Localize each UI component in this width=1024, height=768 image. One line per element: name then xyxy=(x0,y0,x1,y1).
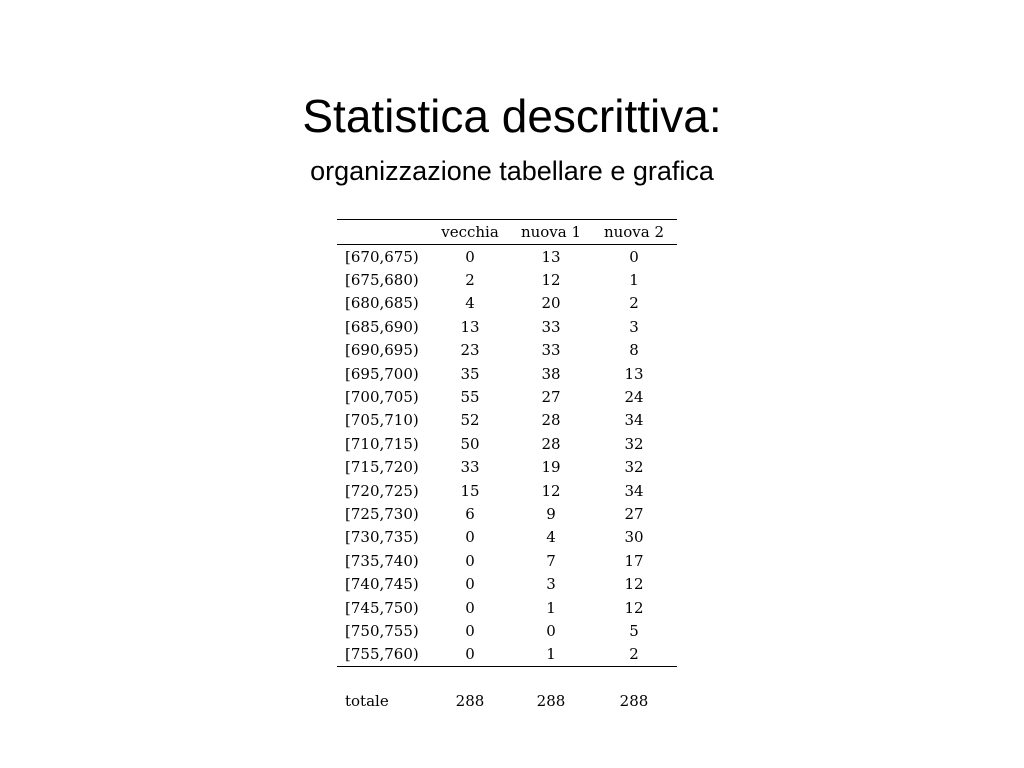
frequency-table xyxy=(337,219,677,667)
table-row xyxy=(337,619,677,642)
cell-nuova-2: 17 xyxy=(624,551,644,570)
cell-interval: [685,690) xyxy=(345,317,419,336)
header-nuova-2: nuova 2 xyxy=(591,220,677,245)
cell-nuova-1: 33 xyxy=(541,317,561,336)
table-body xyxy=(337,245,677,667)
cell-vecchia: 55 xyxy=(460,388,480,407)
table-row xyxy=(337,409,677,432)
cell-interval: [725,730) xyxy=(345,504,419,523)
cell-interval: [670,675) xyxy=(345,247,419,266)
cell-nuova-2: 2 xyxy=(591,643,677,667)
cell-vecchia: 0 xyxy=(429,643,511,667)
header-nuova-1: nuova 1 xyxy=(511,220,591,245)
totals-row xyxy=(337,689,677,713)
totals-vecchia: 288 xyxy=(455,692,485,711)
cell-vecchia: 2 xyxy=(465,271,475,290)
cell-vecchia: 15 xyxy=(460,481,480,500)
header-row xyxy=(337,220,677,245)
cell-interval: [675,680) xyxy=(345,271,419,290)
table-row xyxy=(337,456,677,479)
cell-nuova-2: 8 xyxy=(629,341,639,360)
totals-nuova-1: 288 xyxy=(536,692,566,711)
cell-nuova-2: 2 xyxy=(629,294,639,313)
totals-label: totale xyxy=(345,692,389,711)
table-row xyxy=(337,432,677,455)
table-row xyxy=(337,526,677,549)
header-interval xyxy=(337,220,429,245)
cell-interval: [745,750) xyxy=(345,598,419,617)
slide-title: Statistica descrittiva: xyxy=(302,90,722,142)
cell-nuova-1: 19 xyxy=(541,458,561,477)
cell-interval: [710,715) xyxy=(345,434,419,453)
cell-vecchia: 0 xyxy=(465,598,475,617)
cell-nuova-2: 32 xyxy=(624,434,644,453)
cell-interval: [715,720) xyxy=(345,458,419,477)
table-row xyxy=(337,245,677,269)
cell-nuova-2: 32 xyxy=(624,458,644,477)
cell-nuova-2: 12 xyxy=(624,598,644,617)
cell-nuova-1: 38 xyxy=(541,364,561,383)
frequency-table-container xyxy=(337,219,677,713)
cell-nuova-1: 12 xyxy=(541,481,561,500)
cell-nuova-1: 4 xyxy=(546,528,556,547)
table-header xyxy=(337,220,677,245)
table-row xyxy=(337,362,677,385)
cell-vecchia: 0 xyxy=(465,575,475,594)
cell-nuova-1: 3 xyxy=(546,575,556,594)
cell-vecchia: 13 xyxy=(460,317,480,336)
cell-nuova-2: 30 xyxy=(624,528,644,547)
cell-vecchia: 52 xyxy=(460,411,480,430)
cell-vecchia: 0 xyxy=(465,528,475,547)
cell-interval: [735,740) xyxy=(345,551,419,570)
cell-nuova-1: 12 xyxy=(541,271,561,290)
cell-nuova-2: 27 xyxy=(624,504,644,523)
cell-nuova-1: 28 xyxy=(541,411,561,430)
cell-interval: [730,735) xyxy=(345,528,419,547)
cell-interval: [750,755) xyxy=(345,621,419,640)
table-row xyxy=(337,479,677,502)
cell-nuova-2: 13 xyxy=(624,364,644,383)
cell-interval: [705,710) xyxy=(345,411,419,430)
cell-nuova-1: 1 xyxy=(546,598,556,617)
cell-vecchia: 50 xyxy=(460,434,480,453)
cell-interval: [700,705) xyxy=(345,388,419,407)
table-row xyxy=(337,572,677,595)
cell-vecchia: 6 xyxy=(465,504,475,523)
cell-nuova-2: 12 xyxy=(624,575,644,594)
table-row xyxy=(337,385,677,408)
cell-interval: [690,695) xyxy=(345,341,419,360)
table-row xyxy=(337,502,677,525)
table-row xyxy=(337,339,677,362)
table-row xyxy=(337,292,677,315)
cell-nuova-2: 34 xyxy=(624,411,644,430)
cell-vecchia: 33 xyxy=(460,458,480,477)
header-vecchia: vecchia xyxy=(429,220,511,245)
cell-nuova-2: 24 xyxy=(624,388,644,407)
table-row xyxy=(337,596,677,619)
cell-interval: [680,685) xyxy=(345,294,419,313)
cell-nuova-1: 1 xyxy=(511,643,591,667)
cell-nuova-1: 27 xyxy=(541,388,561,407)
cell-nuova-2: 5 xyxy=(629,621,639,640)
cell-interval: [740,745) xyxy=(345,575,419,594)
cell-nuova-2: 34 xyxy=(624,481,644,500)
cell-interval: [720,725) xyxy=(345,481,419,500)
cell-nuova-2: 0 xyxy=(629,247,639,266)
table-row xyxy=(337,643,677,667)
cell-vecchia: 23 xyxy=(460,341,480,360)
cell-vecchia: 4 xyxy=(465,294,475,313)
table-row xyxy=(337,315,677,338)
cell-nuova-1: 7 xyxy=(546,551,556,570)
cell-nuova-2: 3 xyxy=(629,317,639,336)
cell-nuova-1: 0 xyxy=(546,621,556,640)
cell-vecchia: 35 xyxy=(460,364,480,383)
cell-nuova-1: 9 xyxy=(546,504,556,523)
cell-nuova-2: 1 xyxy=(629,271,639,290)
cell-vecchia: 0 xyxy=(465,247,475,266)
table-row xyxy=(337,268,677,291)
cell-vecchia: 0 xyxy=(465,551,475,570)
cell-interval: [755,760) xyxy=(337,643,429,667)
cell-nuova-1: 20 xyxy=(541,294,561,313)
slide-subtitle: organizzazione tabellare e grafica xyxy=(310,156,714,186)
cell-nuova-1: 28 xyxy=(541,434,561,453)
table-row xyxy=(337,549,677,572)
cell-nuova-1: 33 xyxy=(541,341,561,360)
cell-interval: [695,700) xyxy=(345,364,419,383)
cell-vecchia: 0 xyxy=(465,621,475,640)
totals-nuova-2: 288 xyxy=(619,692,649,711)
cell-nuova-1: 13 xyxy=(541,247,561,266)
